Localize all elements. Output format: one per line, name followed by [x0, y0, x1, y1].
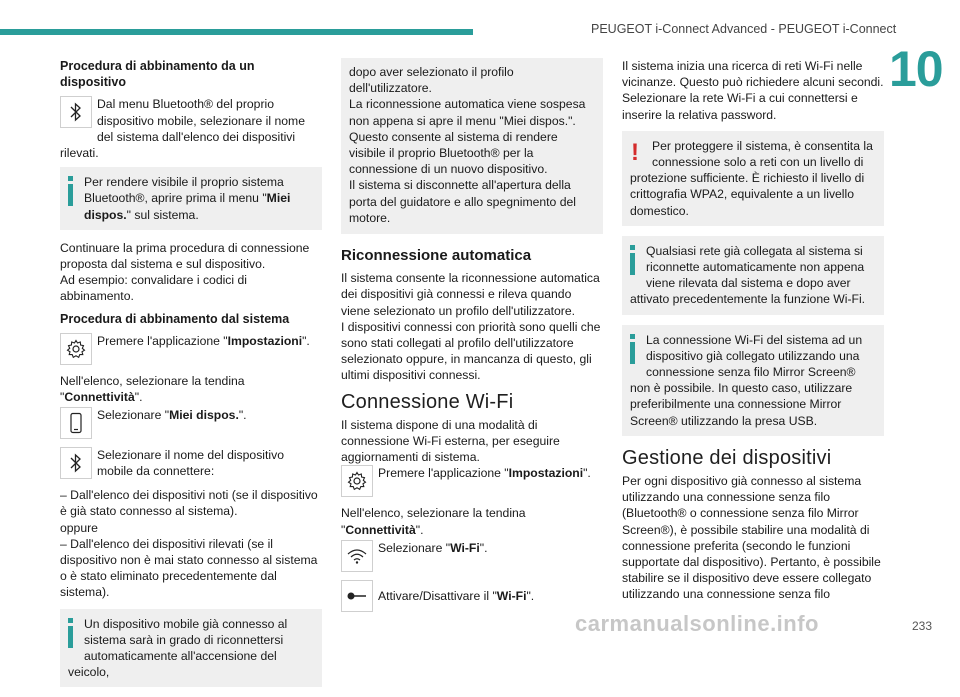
step-text-end: ".	[583, 466, 591, 481]
header-accent-bar	[0, 29, 473, 35]
step-text-end: ".	[238, 408, 247, 423]
step-text-end: ".	[479, 540, 488, 555]
paragraph-or: oppure	[60, 520, 98, 535]
app-name: Impostazioni	[508, 466, 584, 481]
info-text: Un dispositivo mobile già connesso al sistema sarà in grado di riconnettersi automaticamente all'accensione del veicolo,	[68, 616, 288, 680]
info-icon	[66, 618, 76, 652]
bluetooth-icon	[60, 447, 92, 479]
step-settings	[341, 465, 603, 499]
info-icon	[628, 334, 638, 368]
wifi-icon	[341, 540, 373, 572]
info-text: La riconnessione automatica viene sospesa non appena si apre il menu "Miei dispos.".	[349, 97, 586, 128]
step-text: Selezionare "	[378, 540, 451, 555]
info-text: Per rendere visibile il proprio sistema Bluetooth®, aprire prima il menu "	[84, 175, 284, 206]
info-text: La connessione Wi-Fi del sistema ad un dispositivo già collegato utilizzando una connessione senza filo Mirror Screen® non è possibile. In questo caso, utilizzare preferibilmente una connessione Mirror Screen® utilizzando la presa USB.	[630, 332, 863, 428]
warning-box	[622, 131, 884, 226]
watermark: carmanualsonline.info	[575, 611, 819, 636]
app-name: Impostazioni	[227, 333, 303, 348]
warning-icon: !	[631, 138, 639, 166]
gear-icon	[60, 333, 92, 365]
paragraph-known-list: – Dall'elenco dei dispositivi noti (se il dispositivo è già stato connesso al sistema).	[60, 488, 318, 519]
step-text-end: ".	[526, 588, 535, 603]
step-select-name-text: Selezionare il nome del dispositivo mobile da connettere:	[97, 448, 284, 479]
info-text: dopo aver selezionato il profilo dell'utilizzatore.	[349, 65, 514, 96]
info-text-end: " sul sistema.	[126, 207, 199, 222]
info-icon	[628, 245, 638, 279]
bluetooth-icon	[60, 96, 92, 128]
info-box-reconnect-network	[622, 236, 884, 315]
step-bluetooth-text: Dal menu Bluetooth® del proprio dispositivo mobile, selezionare il nome del sistema dall'elenco dei dispositivi rilevati.	[60, 97, 305, 161]
heading-auto-reconnect: Riconnessione automatica	[341, 247, 532, 265]
paragraph-list: Nell'elenco, selezionare la tendina "Connettività".	[341, 506, 526, 537]
chapter-number: 10	[889, 41, 943, 97]
heading-pair-from-device: Procedura di abbinamento da un dispositivo	[60, 59, 255, 90]
step-bluetooth	[60, 96, 322, 161]
info-box-autoreconnect	[60, 609, 322, 688]
info-box-mirror-screen	[622, 325, 884, 436]
phone-icon	[60, 407, 92, 439]
menu-name: Wi-Fi	[496, 588, 527, 603]
toggle-switch-icon	[341, 580, 373, 612]
info-box-continued	[341, 58, 603, 234]
info-text: Qualsiasi rete già collegata al sistema si riconnette automaticamente non appena viene rilevata dal sistema e dopo aver attivato precedentemente la funzione Wi-Fi.	[630, 243, 866, 307]
paragraph-search: Il sistema inizia una ricerca di reti Wi-Fi nelle vicinanze. Questo può richiedere alcuni secondi.	[622, 59, 884, 90]
paragraph-list: Nell'elenco, selezionare la tendina "Connettività".	[60, 373, 245, 405]
menu-name: Wi-Fi	[450, 540, 480, 555]
menu-name: Miei dispos.	[84, 191, 291, 222]
step-text: Selezionare "	[97, 408, 170, 423]
step-text: Premere l'applicazione "	[97, 333, 228, 348]
menu-name: Miei dispos.	[169, 408, 239, 423]
step-settings	[60, 333, 322, 367]
info-icon	[66, 176, 76, 210]
info-text: Il sistema si disconnette all'apertura della porta del guidatore e allo spegnimento del motore.	[349, 178, 576, 225]
step-text: Attivare/Disattivare il "	[378, 588, 497, 603]
step-toggle-wifi	[341, 580, 603, 614]
paragraph-device-management: Per ogni dispositivo già connesso al sistema utilizzando una connessione senza filo (Bluetooth® o connessione senza filo Mirror Screen®), è possibile stabilire una modalità di connessione preferita (secondo le funzioni supportate dal dispositivo). Pertanto, è possibile stabilire se il dispositivo deve essere collegato utilizzando una connessione senza filo	[622, 474, 881, 602]
heading-device-management: Gestione dei dispositivi	[622, 446, 832, 469]
paragraph-detected-list: – Dall'elenco dei dispositivi rilevati (se il dispositivo non è mai stato connesso al sistema o è stato eliminato precedentemente dal sistema).	[60, 536, 318, 600]
page-number: 233	[912, 619, 933, 633]
warning-text: Per proteggere il sistema, è consentita la connessione solo a reti con un livello di protezione sufficiente. È richiesto il livello di crittografia WPA2, equivalente a un livello domestico.	[630, 138, 873, 218]
heading-pair-from-system: Procedura di abbinamento dal sistema	[60, 311, 290, 326]
paragraph-continue: Continuare la prima procedura di connessione proposta dal sistema e sul dispositivo. Ad esempio: convalidare i codici di abbinamento.	[60, 240, 310, 304]
paragraph-reconnect-2: I dispositivi connessi con priorità sono quelli che sono stati collegati al profilo dell'utilizzatore selezionato oppure, in mancanza di questo, gli ultimi dispositivi connessi.	[341, 319, 601, 383]
paragraph-reconnect-1: Il sistema consente la riconnessione automatica dei dispositivi già connessi e rileva quando viene selezionato un profilo dell'utilizzatore.	[341, 271, 600, 318]
paragraph-select-network: Selezionare la rete Wi-Fi a cui connettersi e inserire la relativa password.	[622, 91, 858, 122]
step-select-name	[60, 447, 322, 481]
step-text: Premere l'applicazione "	[378, 466, 509, 481]
info-box-visibility	[60, 167, 322, 230]
heading-wifi: Connessione Wi-Fi	[341, 390, 514, 413]
step-text-end: ".	[302, 333, 310, 348]
gear-icon	[341, 465, 373, 497]
column-1	[60, 58, 322, 697]
paragraph-wifi: Il sistema dispone di una modalità di connessione Wi-Fi esterna, per eseguire aggiornamenti di sistema.	[341, 417, 560, 465]
running-header: PEUGEOT i-Connect Advanced - PEUGEOT i-Connect	[591, 22, 897, 36]
column-2	[341, 58, 603, 620]
column-3	[622, 58, 884, 603]
info-text: Questo consente al sistema di rendere visibile il proprio Bluetooth® per la connessione di un nuovo dispositivo.	[349, 129, 558, 177]
